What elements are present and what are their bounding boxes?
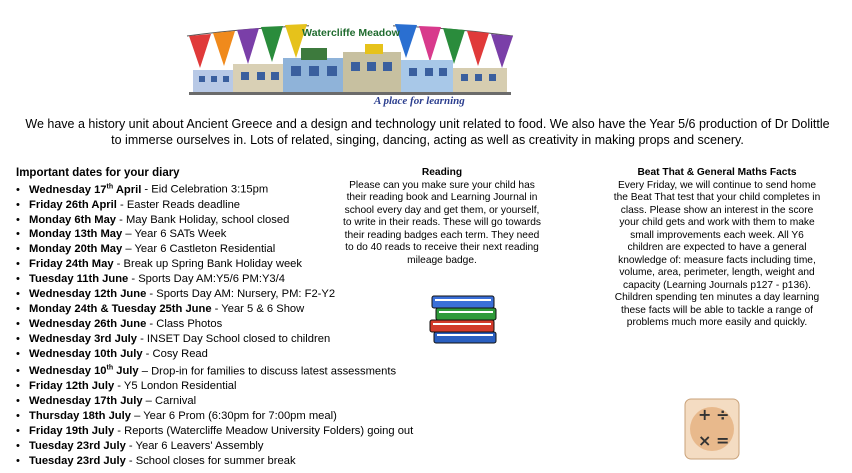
- svg-text:÷: ÷: [716, 405, 730, 424]
- date-label: [29, 318, 146, 330]
- date-label: [29, 243, 122, 255]
- date-label: [29, 410, 131, 422]
- svg-text:=: =: [716, 431, 730, 450]
- date-event: - Sports Day AM:Y5/6 PM:Y3/4: [128, 273, 285, 286]
- date-event: – Year 6 Prom (6:30pm for 7:00pm meal): [130, 410, 337, 423]
- date-text: Tuesday 11th June: [29, 273, 129, 286]
- reading-text: Please can you make sure your child has their reading book and Learning Journal in school every day and get them, or yourself, to write in their reads. These will go towards their reading badges each term. They need to do 40 reads to receive their next reading mileage badge.: [343, 179, 541, 266]
- date-label: [29, 228, 122, 240]
- date-label: [29, 455, 126, 467]
- date-event: - Sports Day AM: Nursery, PM: F2-Y2: [146, 288, 336, 301]
- date-event: – Drop-in for families to discuss latest assessments: [138, 365, 397, 378]
- maths-text: Every Friday, we will continue to send home the Beat That test that your child completes in class. Please show an interest in the score your child gets and work with them to make small improvements each week. All Y6 children are expected to have a general knowledge of: measure facts including time, volume, area, perimeter, length, weight and capacity (Learning Journals p127 - p136). Children spending ten minutes a day learning these facts will be able to tackle a range of problems much more easily and quickly.: [613, 179, 821, 328]
- school-banner-illustration: [185, 18, 515, 108]
- date-item: [16, 332, 413, 347]
- date-label: [29, 303, 212, 315]
- date-event: – Year 6 Castleton Residential: [122, 243, 276, 256]
- date-text: Wednesday 10: [29, 365, 107, 378]
- date-text: Monday 24th & Tuesday 25th June: [29, 302, 212, 315]
- book-stack-icon: [426, 288, 504, 350]
- date-item: [16, 272, 413, 287]
- date-text: Friday 19th July: [29, 424, 115, 437]
- date-label: [29, 333, 137, 345]
- date-text: Tuesday 23rd July: [29, 439, 126, 452]
- date-item: [16, 379, 413, 394]
- date-text: Wednesday 12th June: [29, 288, 147, 301]
- date-event: – Year 6 SATs Week: [122, 228, 227, 241]
- date-item: [16, 454, 413, 469]
- date-item: [16, 317, 413, 332]
- school-tagline: A place for learning: [374, 95, 465, 107]
- date-event: - May Bank Holiday, school closed: [116, 213, 290, 226]
- date-text: Wednesday 17: [29, 183, 107, 196]
- date-text: Wednesday 17th July: [29, 395, 143, 408]
- date-label: [29, 440, 126, 452]
- date-label: [29, 199, 117, 211]
- date-label: [29, 288, 146, 300]
- date-event: - Year 6 Leavers' Assembly: [125, 439, 264, 452]
- date-ordinal: th: [106, 183, 114, 190]
- reading-heading: Reading: [421, 167, 463, 178]
- date-text: Monday 6th May: [29, 213, 117, 226]
- date-item: [16, 424, 413, 439]
- date-text: Friday 12th July: [29, 380, 115, 393]
- dates-heading: Important dates for your diary: [16, 167, 180, 179]
- date-event: - Easter Reads deadline: [116, 198, 241, 211]
- date-text: Wednesday 10th July: [29, 347, 143, 360]
- date-label: [29, 380, 114, 392]
- date-label: [29, 184, 141, 196]
- date-text: Friday 24th May: [29, 258, 114, 271]
- intro-paragraph: We have a history unit about Ancient Greece and a design and technology unit related to food. We also have the Year 5/6 production of Dr Dolittle to immerse ourselves in. Lots of related, singing, dancing, acting as well as creativity in making props and scenery.: [25, 117, 830, 147]
- date-item: [16, 302, 413, 317]
- maths-symbols-icon: [684, 398, 740, 460]
- date-item: [16, 394, 413, 409]
- date-item: [16, 287, 413, 302]
- date-label: [29, 365, 139, 377]
- svg-text:×: ×: [698, 431, 712, 450]
- date-event: - Cosy Read: [142, 347, 208, 360]
- date-label: [29, 258, 114, 270]
- date-event: - Year 5 & 6 Show: [211, 302, 305, 315]
- date-text: Tuesday 23rd July: [29, 454, 126, 467]
- date-label: [29, 395, 143, 407]
- date-text: Wednesday 3rd July: [29, 332, 137, 345]
- date-label: [29, 273, 128, 285]
- date-event: - INSET Day School closed to children: [136, 332, 331, 345]
- date-month: April: [113, 183, 142, 196]
- maths-heading: Beat That & General Maths Facts: [637, 167, 797, 178]
- date-event: - Eid Celebration 3:15pm: [141, 183, 269, 196]
- date-text: Thursday 18th July: [29, 410, 131, 423]
- date-label: [29, 425, 114, 437]
- date-label: [29, 348, 143, 360]
- date-month: July: [113, 365, 139, 378]
- date-text: Wednesday 26th June: [29, 317, 147, 330]
- date-event: - Class Photos: [146, 317, 223, 330]
- svg-text:+: +: [698, 405, 712, 424]
- school-name: Watercliffe Meadow: [302, 27, 400, 39]
- date-text: Monday 13th May: [29, 228, 123, 241]
- date-label: [29, 214, 116, 226]
- date-ordinal: th: [106, 364, 114, 372]
- date-item: [16, 409, 413, 424]
- reading-section: [343, 167, 541, 267]
- date-event: - Reports (Watercliffe Meadow University Folders) going out: [114, 424, 414, 437]
- maths-section: [611, 167, 823, 330]
- date-event: - Break up Spring Bank Holiday week: [113, 258, 302, 271]
- date-event: - School closes for summer break: [125, 454, 296, 467]
- date-text: Friday 26th April: [29, 198, 117, 211]
- date-item: [16, 362, 413, 380]
- date-event: - Y5 London Residential: [114, 380, 237, 393]
- date-event: – Carnival: [142, 395, 197, 408]
- date-item: [16, 439, 413, 454]
- date-item: [16, 347, 413, 362]
- date-text: Monday 20th May: [29, 243, 123, 256]
